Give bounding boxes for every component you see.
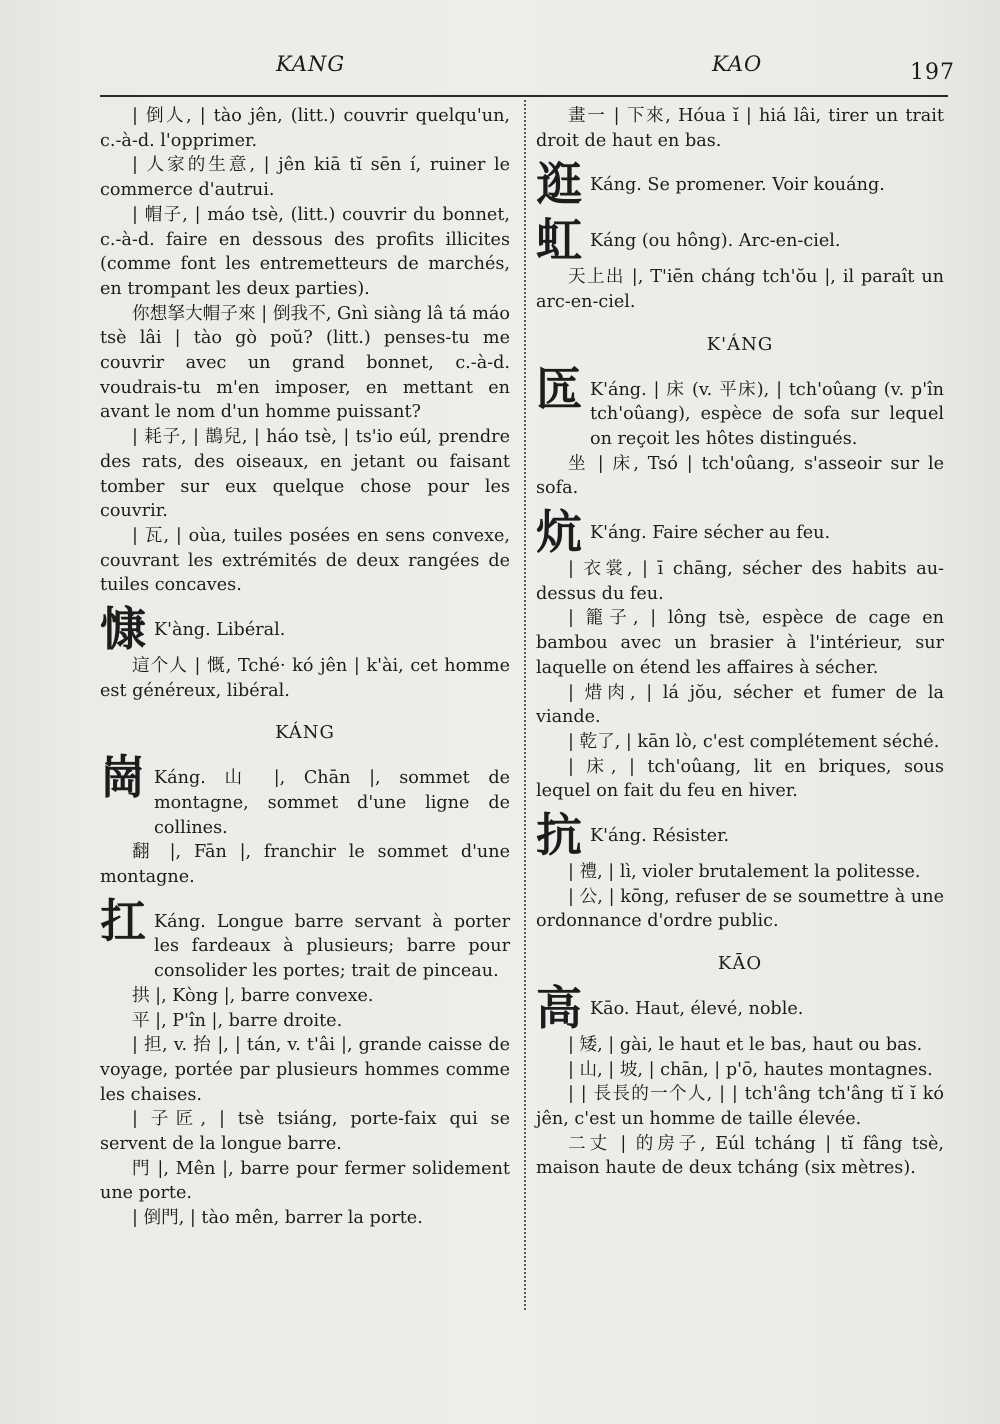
running-head-left: KANG: [276, 52, 346, 76]
headword-entry: [100, 602, 510, 657]
headword-character: 匟: [536, 361, 582, 416]
sub-entry: 二丈 | 的房子, Eúl tcháng | tĭ fâng tsè, maison haute de deux tcháng (six mètres).: [536, 1133, 944, 1179]
sub-entry: | 帽子, | máo tsè, (litt.) couvrir du bonnet, c.-à-d. faire en dessous des profits illicites (comme font les entremetteurs de marchés, en trompant les deux parties).: [100, 204, 510, 299]
sub-entry: 門 |, Mên |, barre pour fermer solidement une porte.: [100, 1158, 510, 1204]
sub-entry: | 矮, | gài, le haut et le bas, haut ou bas.: [568, 1034, 923, 1055]
headword-character: 高: [536, 980, 582, 1035]
sub-entry: | 山, | 坡, | chān, | p'ō, hautes montagnes.: [568, 1059, 933, 1080]
sub-entry: | | 長長的一个人, | | tch'âng tch'âng tĭ ĭ kó jên, c'est un homme de taille élevée.: [536, 1084, 944, 1129]
headword-entry: [536, 157, 944, 212]
headword-character: 抗: [536, 808, 582, 863]
sub-entry: 翻 |, Fān |, franchir le sommet d'une montagne.: [100, 842, 510, 887]
sub-entry: | 乾了, | kān lò, c'est complétement séché.: [568, 731, 940, 752]
column-divider: [524, 100, 527, 1310]
running-head-right: KAO: [712, 52, 763, 76]
sub-entry: | 倒門, | tào mên, barrer la porte.: [132, 1208, 423, 1229]
sub-entry: 拱 |, Kòng |, barre convexe.: [132, 985, 374, 1006]
headword-definition: K'àng. Libéral.: [154, 620, 286, 641]
headword-definition: K'áng. | 床 (v. 平床), | tch'oûang (v. p'în tch'oûang), espèce de sofa sur lequel on reçoit les hôtes distingués.: [590, 379, 944, 449]
sub-entry: 天上出 |, T'iēn cháng tch'ŏu |, il paraît un arc-en-ciel.: [536, 267, 944, 313]
sub-entry: | 倒人, | tào jên, (litt.) couvrir quelqu'un, c.-à-d. l'opprimer.: [100, 106, 510, 151]
sub-entry: 坐 | 床, Tsó | tch'oûang, s'asseoir sur le sofa.: [536, 453, 944, 499]
headword-entry: [536, 213, 944, 268]
headword-character: 炕: [536, 505, 582, 560]
sub-entry: 畫一 | 下來, Hóua ĭ | hiá lâi, tirer un trait droit de haut en bas.: [536, 106, 944, 151]
headword-definition: Káng. Se promener. Voir kouáng.: [590, 175, 885, 196]
headword-entry: [536, 980, 944, 1035]
sub-entry: | 瓦, | oùa, tuiles posées en sens convexe, couvrant les extrémités de deux rangées de tuiles concaves.: [100, 525, 510, 596]
left-column: [100, 104, 510, 1231]
headword-entry: [536, 808, 944, 863]
headword-definition: Kāo. Haut, élevé, noble.: [590, 998, 804, 1019]
section-heading: KÁNG: [275, 722, 335, 744]
header-rule: [100, 95, 948, 97]
headword-character: 虹: [536, 213, 582, 268]
sub-entry: 平 |, P'în |, barre droite.: [132, 1010, 343, 1031]
right-column: [536, 104, 944, 1181]
headword-definition: Káng (ou hông). Arc-en-ciel.: [590, 231, 841, 252]
sub-entry: | 子匠, | tsè tsiáng, porte-faix qui se servent de la longue barre.: [100, 1109, 510, 1155]
headword-character: 逛: [536, 157, 582, 212]
section-heading: K'ÁNG: [706, 333, 774, 355]
headword-definition: Káng. Longue barre servant à porter les fardeaux à plusieurs; barre pour consolider les portes; trait de pinceau.: [154, 911, 510, 982]
headword-character: 崗: [100, 750, 146, 805]
sub-entry: | 床, | tch'oûang, lit en briques, sous lequel on fait du feu en hiver.: [536, 756, 944, 802]
section-heading: KĀO: [717, 953, 763, 975]
page-number: 197: [910, 60, 955, 85]
sub-entry: | 焟肉, | lá jŏu, sécher et fumer de la viande.: [536, 682, 944, 728]
headword-character: 慷: [100, 602, 146, 657]
sub-entry: | 耗子, | 鵲兒, | háo tsè, | ts'io eúl, prendre des rats, des oiseaux, en jetant ou faisant tomber sur eux quelque chose pour les couvrir.: [100, 427, 510, 522]
headword-entry: [100, 752, 510, 840]
sub-entry: 你想拏大帽子來 | 倒我不, Gnì siàng lâ tá máo tsè lâi | tào gò poŭ? (litt.) penses-tu me couvrir avec un grand bonnet, c.-à-d. voudrais-tu m'en imposer, en mettant en avant le nom d'un homme puissant?: [100, 303, 510, 423]
sub-entry: | 禮, | lì, violer brutalement la politesse.: [568, 862, 921, 883]
headword-entry: [100, 893, 510, 984]
headword-entry: [536, 505, 944, 560]
headword-definition: K'áng. Faire sécher au feu.: [590, 523, 831, 544]
headword-character: 扛: [100, 893, 146, 948]
headword-definition: K'áng. Résister.: [590, 826, 730, 847]
headword-definition: Káng. 山 |, Chān |, sommet de montagne, sommet d'une ligne de collines.: [154, 768, 510, 838]
sub-entry: | 公, | kōng, refuser de se soumettre à une ordonnance d'ordre public.: [536, 886, 944, 932]
sub-entry: | 衣裳, | ī chāng, sécher des habits au-dessus du feu.: [536, 559, 944, 604]
sub-entry: | 人家的生意, | jên kiā tĭ sēn í, ruiner le commerce d'autrui.: [100, 155, 510, 201]
headword-entry: [536, 361, 944, 452]
sub-entry: | 籠子, | lông tsè, espèce de cage en bambou avec un brasier à l'intérieur, sur laquelle on étend les affaires à sécher.: [536, 608, 944, 678]
sub-entry: 這个人 | 慨, Tché· kó jên | k'ài, cet homme est généreux, libéral.: [100, 656, 510, 701]
sub-entry: | 担, v. 抬 |, | tán, v. t'âi |, grande caisse de voyage, portée par plusieurs hommes comme les chaises.: [100, 1035, 510, 1105]
